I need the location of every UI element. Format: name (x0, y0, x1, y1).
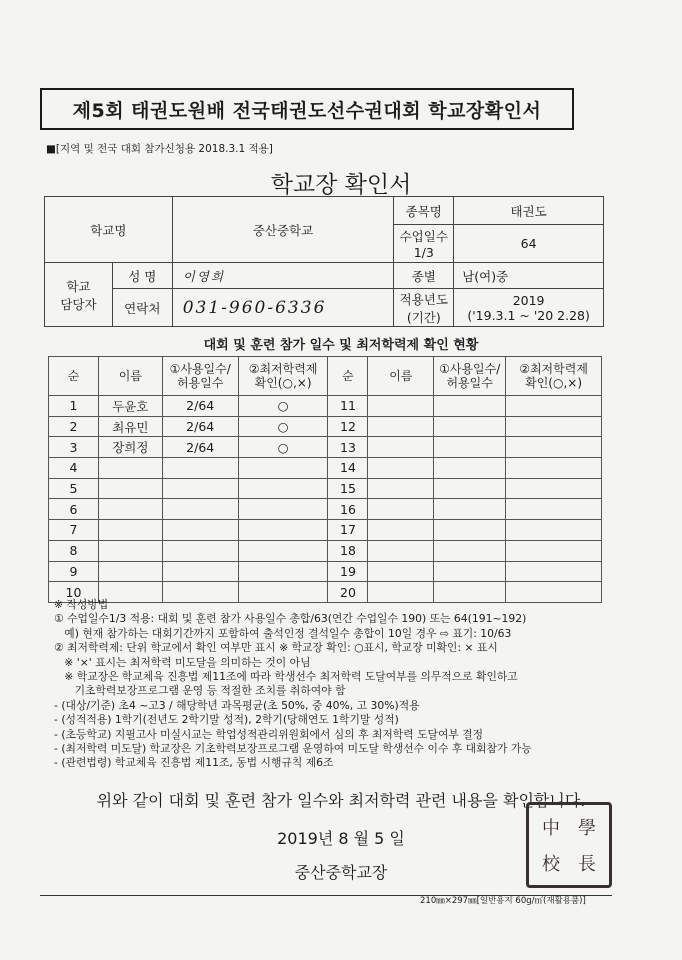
school-value: 중산중학교 (172, 197, 394, 263)
header-no: 순 (49, 357, 99, 396)
athlete-name (368, 540, 434, 561)
days-used (434, 458, 506, 479)
days-used (434, 478, 506, 499)
min-academic-check (506, 540, 602, 561)
athlete-name (98, 499, 162, 520)
paper-spec-footer: 210㎜×297㎜[일반용지 60g/㎡(재활용품)] (420, 896, 586, 906)
note-line: ※ 학교장은 학교체육 진흥법 제11조에 따라 학생선수 최저학력 도달여부를 의무적으로 확인하고 (54, 670, 518, 684)
athlete-name (98, 561, 162, 582)
athlete-name: 최유민 (98, 416, 162, 437)
athlete-name (98, 520, 162, 541)
days-used (434, 540, 506, 561)
header-days: ①사용일수/ 허용일수 (162, 357, 238, 396)
days-used (434, 437, 506, 458)
row-number: 20 (328, 582, 368, 603)
days-used (162, 540, 238, 561)
note-line: - (대상/기준) 초4 ~고3 / 해당학년 과목평균(초 50%, 중 40%, 고 30%)적용 (54, 698, 420, 712)
note-line: - (관련법령) 학교체육 진흥법 제11조, 동법 시행규칙 제6조 (54, 756, 334, 770)
min-academic-check (506, 561, 602, 582)
note-line: - (초등학교) 지필고사 미실시교는 학업성적관리위원회에서 심의 후 최저학력 도달여부 결정 (54, 727, 484, 741)
row-number: 1 (49, 396, 99, 417)
note-line: ① 수업일수1/3 적용: 대회 및 훈련 참가 사용일수 총합/63(연간 수업일수 190) 또는 64(191~192) (54, 612, 527, 626)
row-number: 19 (328, 561, 368, 582)
phone-value: 031-960-6336 (172, 289, 394, 327)
header-days: ①사용일수/ 허용일수 (434, 357, 506, 396)
form-title: 제5회 태권도원배 전국태권도선수권대회 학교장확인서 (40, 88, 574, 130)
days-used (434, 561, 506, 582)
days-used (434, 396, 506, 417)
note-line: - (최저학력 미도달) 학교장은 기초학력보장프로그램 운영하여 미도달 학생선수 이수 후 대회참가 가능 (54, 742, 532, 756)
header-name: 이름 (98, 357, 162, 396)
category-value: 남(여)중 (454, 263, 604, 289)
records-section-title: 대회 및 훈련 참가 일수 및 최저학력제 확인 현황 (203, 338, 479, 353)
confirmation-statement: 위와 같이 대회 및 훈련 참가 일수와 최저학력 관련 내용을 확인합니다. (96, 791, 586, 810)
table-row (49, 520, 602, 541)
min-academic-check (238, 478, 328, 499)
period-value: 2019 ('19.3.1 ~ '20 2.28) (454, 289, 604, 327)
row-number: 8 (49, 540, 99, 561)
days-used (434, 416, 506, 437)
days-used: 2/64 (162, 437, 238, 458)
athlete-name (368, 396, 434, 417)
event-value: 태권도 (454, 197, 604, 225)
days-used (434, 520, 506, 541)
min-academic-check (238, 540, 328, 561)
document-date: 2019년 8 월 5 일 (277, 829, 405, 848)
days-used (434, 499, 506, 520)
row-number: 14 (328, 458, 368, 479)
min-academic-check (506, 437, 602, 458)
min-academic-check: ○ (238, 416, 328, 437)
athlete-name (368, 437, 434, 458)
row-number: 9 (49, 561, 99, 582)
row-number: 7 (49, 520, 99, 541)
min-academic-check (238, 561, 328, 582)
header-name: 이름 (368, 357, 434, 396)
row-number: 4 (49, 458, 99, 479)
athlete-name (98, 540, 162, 561)
min-academic-check (238, 499, 328, 520)
records-table (48, 356, 602, 603)
header-no: 순 (328, 357, 368, 396)
info-table (44, 196, 604, 327)
note-line: 기초학력보장프로그램 운영 등 적절한 조치를 취하여야 함 (54, 684, 346, 698)
row-number: 18 (328, 540, 368, 561)
header-min-academic: ②최저학력제 확인(○,×) (506, 357, 602, 396)
athlete-name (368, 458, 434, 479)
phone-label: 연락처 (112, 289, 172, 327)
document-title: 학교장 확인서 (270, 172, 412, 198)
applicability-note: ■[지역 및 전국 대회 참가신청용 2018.3.1 적용] (46, 143, 273, 155)
athlete-name (98, 478, 162, 499)
table-row (49, 478, 602, 499)
row-number: 11 (328, 396, 368, 417)
days-used (162, 520, 238, 541)
row-number: 3 (49, 437, 99, 458)
athlete-name (368, 561, 434, 582)
days-used (162, 561, 238, 582)
name-label: 성 명 (112, 263, 172, 289)
min-academic-check: ○ (238, 437, 328, 458)
min-academic-check (506, 520, 602, 541)
table-row (49, 396, 602, 417)
min-academic-check (506, 416, 602, 437)
official-seal-stamp: 中 學 校 長 (526, 802, 612, 888)
table-row (49, 416, 602, 437)
athlete-name (368, 416, 434, 437)
category-label: 종별 (394, 263, 454, 289)
row-number: 10 (49, 582, 99, 603)
days-used (162, 478, 238, 499)
athlete-name (368, 499, 434, 520)
name-value: 이영희 (172, 263, 394, 289)
days-value: 64 (454, 225, 604, 263)
table-row (49, 561, 602, 582)
header-min-academic: ②최저학력제 확인(○,×) (238, 357, 328, 396)
school-label: 학교명 (45, 197, 173, 263)
principal-signature-line: 중산중학교장 (294, 863, 388, 882)
row-number: 16 (328, 499, 368, 520)
note-line: 예) 현재 참가하는 대회기간까지 포함하여 출석인정 결석일수 총합이 10일 경우 ⇨ 표기: 10/63 (54, 626, 512, 640)
days-used (162, 458, 238, 479)
days-used: 2/64 (162, 396, 238, 417)
row-number: 13 (328, 437, 368, 458)
table-row (49, 540, 602, 561)
row-number: 17 (328, 520, 368, 541)
note-line: ※ 작성방법 (54, 598, 109, 611)
row-number: 12 (328, 416, 368, 437)
event-label: 종목명 (394, 197, 454, 225)
days-label: 수업일수 1/3 (394, 225, 454, 263)
writing-instructions (54, 598, 644, 771)
row-number: 5 (49, 478, 99, 499)
note-line: ※ '×' 표시는 최저학력 미도달을 의미하는 것이 아님 (54, 655, 311, 669)
table-row (49, 499, 602, 520)
min-academic-check (238, 458, 328, 479)
row-number: 2 (49, 416, 99, 437)
athlete-name: 두윤호 (98, 396, 162, 417)
min-academic-check (506, 396, 602, 417)
contact-label: 학교 담당자 (45, 263, 113, 327)
note-line: ② 최저학력제: 단위 학교에서 확인 여부만 표시 ※ 학교장 확인: ○표시, 학교장 미확인: × 표시 (54, 641, 498, 655)
table-row (49, 458, 602, 479)
table-row (49, 437, 602, 458)
days-used (162, 499, 238, 520)
athlete-name (368, 478, 434, 499)
min-academic-check (506, 458, 602, 479)
note-line: - (성적적용) 1학기(전년도 2학기말 성적), 2학기(당해연도 1학기말 성적) (54, 713, 399, 727)
athlete-name: 장희정 (98, 437, 162, 458)
min-academic-check: ○ (238, 396, 328, 417)
row-number: 6 (49, 499, 99, 520)
min-academic-check (238, 520, 328, 541)
row-number: 15 (328, 478, 368, 499)
athlete-name (368, 520, 434, 541)
period-label: 적용년도 (기간) (394, 289, 454, 327)
days-used: 2/64 (162, 416, 238, 437)
min-academic-check (506, 499, 602, 520)
athlete-name (98, 458, 162, 479)
min-academic-check (506, 478, 602, 499)
